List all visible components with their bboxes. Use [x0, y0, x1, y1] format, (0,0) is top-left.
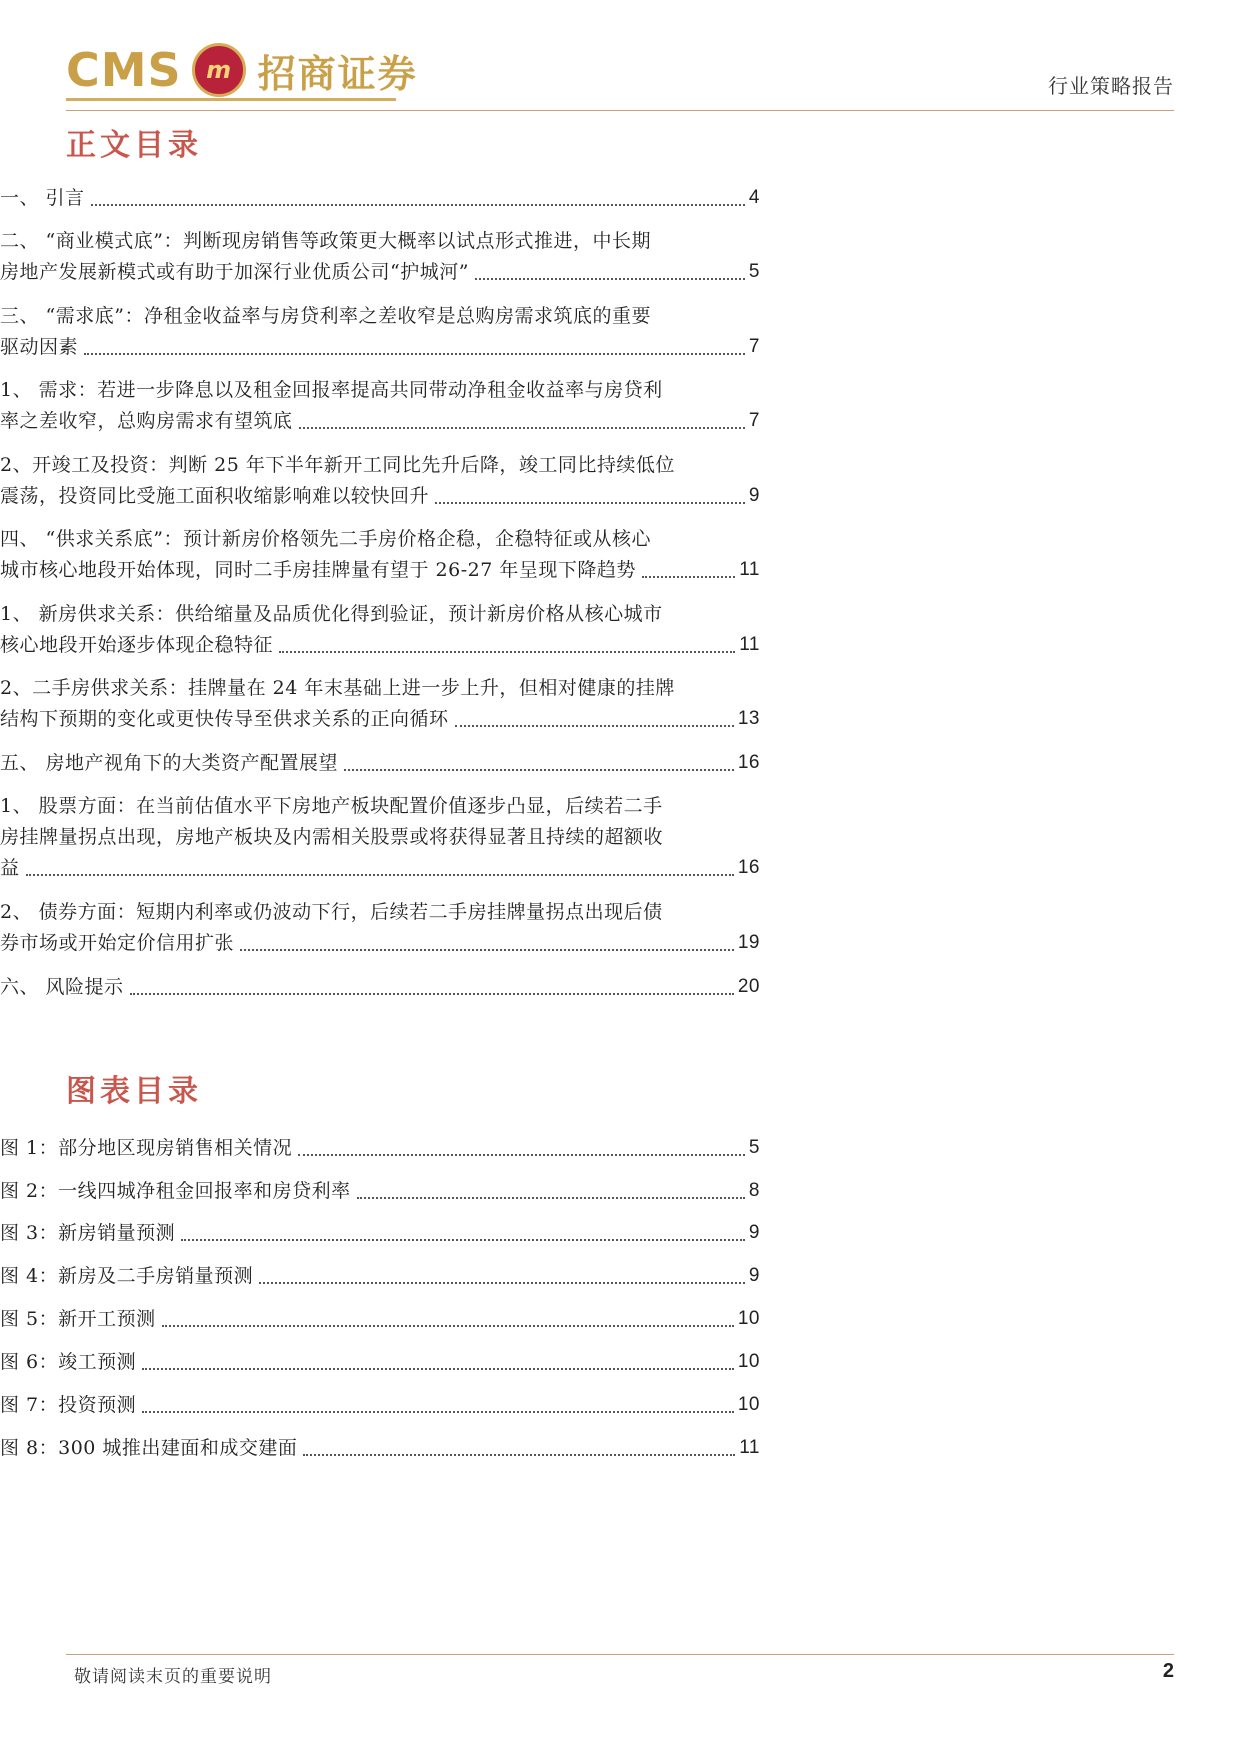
toc-entry-text: 三、 “需求底”：净租金收益率与房贷利率之差收窄是总购房需求筑底的重要: [0, 305, 651, 327]
toc-entry-text: 1、 股票方面：在当前估值水平下房地产板块配置价值逐步凸显，后续若二手: [0, 795, 663, 817]
toc-entry-text: 房地产发展新模式或有助于加深行业优质公司“护城河”: [0, 261, 469, 283]
toc-entry-link[interactable]: [0, 1430, 760, 1466]
toc-leader-dots: [26, 874, 734, 876]
toc-leader-dots: [142, 1368, 734, 1370]
toc-entry-text: 六、 风险提示: [0, 976, 124, 998]
toc-leader-dots: [299, 427, 745, 429]
footer-divider: [66, 1654, 1174, 1655]
toc-leader-dots: [435, 502, 745, 504]
toc-entry-text: 1、 新房供求关系：供给缩量及品质优化得到验证，预计新房价格从核心城市: [0, 603, 663, 625]
toc-page-number: 19: [737, 932, 760, 953]
toc-page-number: 11: [739, 559, 760, 580]
toc-entry-link[interactable]: [0, 745, 760, 781]
cms-logo: [66, 40, 418, 100]
logo-latin-text: CMS: [66, 43, 182, 97]
toc-leader-dots: [279, 651, 735, 653]
toc-entry-text: 图 6：竣工预测: [0, 1351, 137, 1373]
toc-entry-text: 四、 “供求关系底”：预计新房价格领先二手房价格企稳，企稳特征或从核心: [0, 528, 651, 550]
toc-entry-link[interactable]: [0, 627, 760, 663]
toc-entry-link[interactable]: [0, 701, 760, 737]
toc-entry-text: 图 8：300 城推出建面和成交建面: [0, 1437, 298, 1459]
toc-entry-text: 图 1：部分地区现房销售相关情况: [0, 1137, 293, 1159]
toc-entry-link[interactable]: [0, 1215, 760, 1251]
toc-leader-dots: [162, 1325, 734, 1327]
toc-leader-dots: [298, 1154, 745, 1156]
toc-page-number: 20: [737, 976, 760, 997]
logo-underline: [66, 98, 396, 101]
report-type-label: 行业策略报告: [1048, 74, 1174, 98]
logo-chinese-text: 招商证券: [257, 51, 418, 96]
toc-entry-text: 券市场或开始定价信用扩张: [0, 932, 235, 954]
toc-entry-link[interactable]: [0, 403, 760, 439]
toc-entry-link[interactable]: [0, 1258, 760, 1294]
toc-entry-text: 图 7：投资预测: [0, 1394, 137, 1416]
toc-entry-link[interactable]: [0, 254, 760, 290]
toc-page-number: 7: [748, 410, 760, 431]
toc-page-number: 4: [748, 187, 760, 208]
toc-entry-link[interactable]: [0, 925, 760, 961]
toc-entry-text: 结构下预期的变化或更快传导至供求关系的正向循环: [0, 708, 449, 730]
toc-leader-dots: [130, 993, 734, 995]
toc-entry-link[interactable]: [0, 552, 760, 588]
toc-page-number: 10: [737, 1351, 760, 1372]
toc-leader-dots: [344, 769, 734, 771]
toc-leader-dots: [475, 278, 745, 280]
toc-entry-link[interactable]: [0, 969, 760, 1005]
toc-leader-dots: [259, 1282, 745, 1284]
toc-entry-text: 益: [0, 857, 20, 879]
toc-page-number: 11: [739, 1437, 760, 1458]
header-divider: [66, 110, 1174, 111]
toc-page-number: 10: [737, 1308, 760, 1329]
toc-leader-dots: [455, 725, 734, 727]
toc-leader-dots: [240, 949, 734, 951]
toc-entry-text: 2、 债券方面：短期内利率或仍波动下行，后续若二手房挂牌量拐点出现后债: [0, 901, 663, 923]
toc-page-number: 16: [737, 752, 760, 773]
toc-entry-text: 震荡，投资同比受施工面积收缩影响难以较快回升: [0, 485, 430, 507]
toc-entry-text: 图 2：一线四城净租金回报率和房贷利率: [0, 1180, 351, 1202]
toc-leader-dots: [357, 1197, 745, 1199]
chart-toc-title: 图表目录: [66, 1074, 202, 1109]
toc-entry-link[interactable]: [0, 180, 760, 216]
toc-entry-text: 城市核心地段开始体现，同时二手房挂牌量有望于 26-27 年呈现下降趋势: [0, 559, 636, 581]
toc-entry-link[interactable]: [0, 478, 760, 514]
toc-leader-dots: [84, 353, 745, 355]
toc-entry-link[interactable]: [0, 1130, 760, 1166]
toc-page-number: 13: [737, 708, 760, 729]
toc-entry-text: 二、 “商业模式底”：判断现房销售等政策更大概率以试点形式推进，中长期: [0, 230, 651, 252]
toc-entry-text: 图 5：新开工预测: [0, 1308, 156, 1330]
toc-leader-dots: [91, 204, 745, 206]
toc-leader-dots: [142, 1411, 734, 1413]
logo-emblem-icon: [192, 43, 246, 97]
toc-page-number: 9: [748, 1265, 760, 1286]
toc-page-number: 9: [748, 485, 760, 506]
toc-entry-link[interactable]: [0, 1344, 760, 1380]
toc-entry-text: 房挂牌量拐点出现，房地产板块及内需相关股票或将获得显著且持续的超额收: [0, 826, 664, 848]
toc-entry-text: 2、二手房供求关系：挂牌量在 24 年末基础上进一步上升，但相对健康的挂牌: [0, 677, 675, 699]
toc-leader-dots: [181, 1239, 745, 1241]
footer-disclaimer-note: 敬请阅读末页的重要说明: [74, 1667, 272, 1687]
toc-entry-text: 1、 需求：若进一步降息以及租金回报率提高共同带动净租金收益率与房贷利: [0, 379, 663, 401]
logo-emblem-glyph: m: [206, 56, 232, 84]
toc-entry-link[interactable]: [0, 1387, 760, 1423]
toc-entry-link[interactable]: [0, 1301, 760, 1337]
toc-entry-text: 一、 引言: [0, 187, 85, 209]
toc-page-number: 9: [748, 1222, 760, 1243]
toc-page-number: 11: [739, 634, 760, 655]
toc-leader-dots: [303, 1454, 735, 1456]
toc-page-number: 10: [737, 1394, 760, 1415]
toc-entry-link[interactable]: [0, 850, 760, 886]
toc-entry-text: 图 4：新房及二手房销量预测: [0, 1265, 254, 1287]
toc-entry-text: 图 3：新房销量预测: [0, 1222, 176, 1244]
toc-page-number: 5: [748, 1137, 760, 1158]
page-header: [66, 40, 1174, 112]
toc-entry-link[interactable]: [0, 329, 760, 365]
body-toc-title: 正文目录: [66, 128, 202, 163]
toc-page-number: 8: [748, 1180, 760, 1201]
toc-entry-text: 五、 房地产视角下的大类资产配置展望: [0, 752, 339, 774]
page-number: 2: [1162, 1660, 1174, 1682]
toc-page-number: 16: [737, 857, 760, 878]
toc-page-number: 7: [748, 336, 760, 357]
toc-entry-text: 核心地段开始逐步体现企稳特征: [0, 634, 274, 656]
toc-entry-text: 2、开竣工及投资：判断 25 年下半年新开工同比先升后降，竣工同比持续低位: [0, 454, 675, 476]
toc-page-number: 5: [748, 261, 760, 282]
toc-leader-dots: [642, 576, 735, 578]
toc-entry-text: 率之差收窄，总购房需求有望筑底: [0, 410, 293, 432]
toc-entry-text: 驱动因素: [0, 336, 79, 358]
toc-entry-link[interactable]: [0, 1173, 760, 1209]
